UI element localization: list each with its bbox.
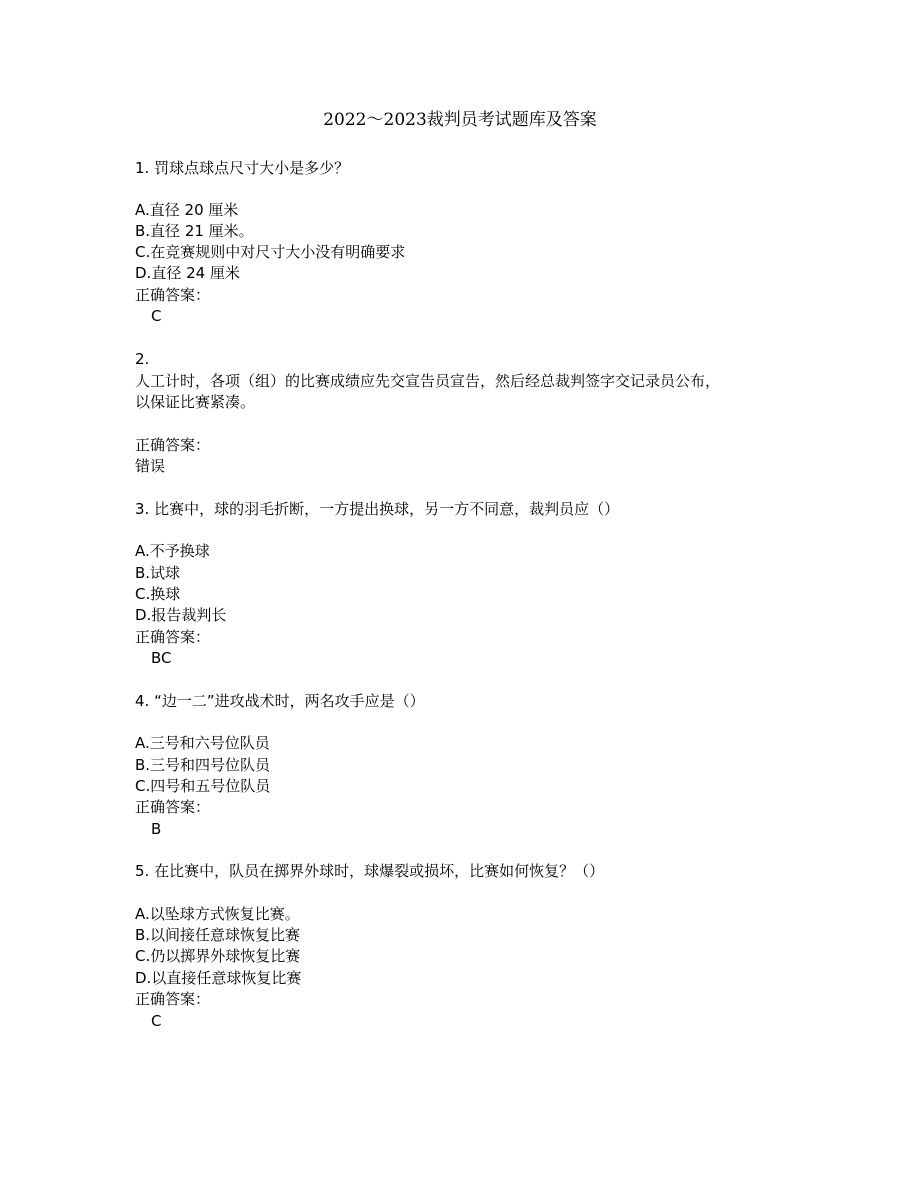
- question-5-stem: 5. 在比赛中，队员在掷界外球时，球爆裂或损坏，比赛如何恢复？（）: [135, 862, 605, 880]
- question-4-stem: 4. “边一二”进攻战术时，两名攻手应是（）: [135, 692, 425, 710]
- question-1-stem: 1. 罚球点球点尺寸大小是多少？: [135, 159, 350, 177]
- question-4-option-c: C.四号和五号位队员: [135, 777, 271, 795]
- question-5-option-d: D.以直接任意球恢复比赛: [135, 969, 302, 987]
- question-1-answer-label: 正确答案：: [135, 286, 211, 304]
- question-3-option-b: B.试球: [135, 564, 181, 582]
- question-5-option-c: C.仍以掷界外球恢复比赛: [135, 947, 301, 965]
- question-5-answer: C: [151, 1012, 162, 1030]
- question-2-stem-line-2: 以保证比赛紧凑。: [135, 393, 256, 411]
- question-1-option-b: B.直径 21 厘米。: [135, 222, 254, 240]
- question-5-option-b: B.以间接任意球恢复比赛: [135, 926, 301, 944]
- question-3-option-d: D.报告裁判长: [135, 606, 227, 624]
- question-4-option-a: A.三号和六号位队员: [135, 734, 270, 752]
- question-3-option-c: C.换球: [135, 585, 181, 603]
- question-5-option-a: A.以坠球方式恢复比赛。: [135, 905, 300, 923]
- question-4-option-b: B.三号和四号位队员: [135, 756, 271, 774]
- question-1-option-a: A.直径 20 厘米: [135, 201, 239, 219]
- question-1-option-d: D.直径 24 厘米: [135, 264, 240, 282]
- question-5-answer-label: 正确答案：: [135, 990, 211, 1008]
- question-3-stem: 3. 比赛中，球的羽毛折断，一方提出换球，另一方不同意，裁判员应（）: [135, 500, 620, 518]
- question-1-answer: C: [151, 307, 162, 325]
- question-4-answer: B: [151, 820, 162, 838]
- question-1-option-c: C.在竞赛规则中对尺寸大小没有明确要求: [135, 243, 406, 261]
- question-2-answer: 错误: [135, 457, 166, 475]
- question-2-number: 2.: [135, 350, 150, 368]
- question-3-answer-label: 正确答案：: [135, 628, 211, 646]
- question-3-option-a: A.不予换球: [135, 542, 210, 560]
- question-2-stem-line-1: 人工计时，各项（组）的比赛成绩应先交宣告员宣告，然后经总裁判签字交记录员公布，: [135, 372, 721, 390]
- question-4-answer-label: 正确答案：: [135, 798, 211, 816]
- question-3-answer: BC: [151, 649, 172, 667]
- question-2-answer-label: 正确答案：: [135, 436, 211, 454]
- document-title: 2022～2023裁判员考试题库及答案: [323, 110, 597, 130]
